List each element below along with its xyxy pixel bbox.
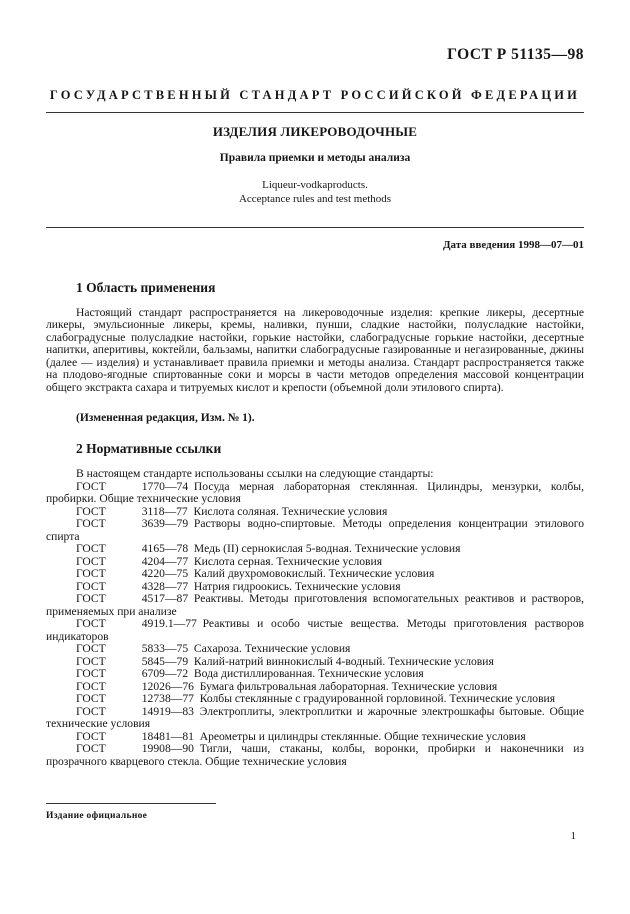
reference-standard-prefix: ГОСТ xyxy=(76,542,106,555)
reference-title: Электроплиты, электроплитки и жарочные электрошкафы бытовые. Общие технические условия xyxy=(46,704,584,730)
reference-standard-number: 12026—76 xyxy=(141,679,194,693)
reference-standard-prefix: ГОСТ xyxy=(76,729,106,743)
section-heading-references: 2 Нормативные ссылки xyxy=(76,441,222,456)
reference-item xyxy=(46,743,584,768)
reference-standard-prefix: ГОСТ xyxy=(76,517,106,530)
reference-standard-prefix: ГОСТ xyxy=(76,504,106,518)
reference-standard-prefix: ГОСТ xyxy=(76,742,106,755)
reference-title: Сахароза. Технические условия xyxy=(193,642,351,655)
reference-item xyxy=(46,706,584,731)
reference-standard-number: 3639—79 xyxy=(141,517,189,530)
references-lead: В настоящем стандарте использованы ссылки на следующие стандарты: xyxy=(76,467,434,480)
reference-standard-prefix: ГОСТ xyxy=(76,567,106,580)
reference-item xyxy=(46,618,584,643)
reference-item xyxy=(46,518,584,543)
reference-standard-number: 14919—83 xyxy=(141,704,194,718)
reference-title: Бумага фильтровальная лабораторная. Технические условия xyxy=(199,679,498,693)
reference-item xyxy=(46,481,584,506)
reference-standard-prefix: ГОСТ xyxy=(76,642,106,655)
footer-divider xyxy=(46,803,216,804)
reference-standard-prefix: ГОСТ xyxy=(76,579,106,593)
document-code: ГОСТ Р 51135—98 xyxy=(447,46,584,63)
edition-note: Издание официальное xyxy=(46,811,148,821)
reference-standard-number: 18481—81 xyxy=(141,729,194,743)
reference-standard-prefix: ГОСТ xyxy=(76,479,106,493)
reference-standard-prefix: ГОСТ xyxy=(76,679,106,693)
reference-title: Посуда мерная лабораторная стеклянная. Цилиндры, мензурки, колбы, пробирки. Общие технические условия xyxy=(46,479,584,505)
reference-standard-number: 4165—78 xyxy=(141,542,189,555)
scope-text: Настоящий стандарт распространяется на ликероводочные изделия: крепкие ликеры, десертные ликеры, эмульсионные ликеры, кремы, наливки, пунши, сладкие настойки, полусладкие настойки, слабоградусные полусладкие настойки, горькие настойки, слабоградусные горькие настойки, десертные напитки, аперитивы, коктейли, бальзамы, напитки слабоградусные газированные и негазированные, джины (далее — изделия) и устанавливает правила приемки и методы анализа. Стандарт распространяется также на плодово-ягодные спиртованные соки и морсы в части методов определения массовой концентрации общего экстракта сахара и титруемых кислот и крепости (объемной доли этилового спирта). xyxy=(46,306,584,394)
reference-standard-number: 1770—74 xyxy=(141,479,189,493)
introduction-date: Дата введения 1998—07—01 xyxy=(442,239,584,251)
reference-title: Вода дистиллированная. Технические условия xyxy=(193,667,424,680)
agency-title: ГОСУДАРСТВЕННЫЙ СТАНДАРТ РОССИЙСКОЙ ФЕДЕРАЦИИ xyxy=(49,88,581,102)
reference-standard-prefix: ГОСТ xyxy=(76,617,106,630)
reference-title: Реактивы. Методы приготовления вспомогательных реактивов и растворов, применяемых при анализе xyxy=(46,592,584,618)
page-number: 1 xyxy=(570,830,576,842)
reference-standard-prefix: ГОСТ xyxy=(76,704,106,718)
reference-standard-number: 4204—77 xyxy=(141,554,189,568)
reference-title: Калий двухромовокислый. Технические условия xyxy=(193,567,435,580)
english-title xyxy=(0,178,630,206)
reference-standard-number: 5833—75 xyxy=(141,642,189,655)
reference-item xyxy=(46,593,584,618)
reference-standard-number: 19908—90 xyxy=(141,742,194,755)
reference-standard-number: 6709—72 xyxy=(141,667,189,680)
section-heading-scope: 1 Область применения xyxy=(76,280,216,295)
scope-paragraph xyxy=(46,307,584,394)
reference-title: Растворы водно-спиртовые. Методы определения концентрации этилового спирта xyxy=(46,517,584,543)
reference-standard-number: 4517—87 xyxy=(141,592,189,605)
references-list xyxy=(46,468,584,768)
reference-standard-prefix: ГОСТ xyxy=(76,667,106,680)
reference-title: Тигли, чаши, стаканы, колбы, воронки, пробирки и наконечники из прозрачного кварцевого стекла. Общие технические условия xyxy=(46,742,584,768)
reference-standard-prefix: ГОСТ xyxy=(76,654,106,668)
references-items xyxy=(46,481,584,769)
amendment-note: (Измененная редакция, Изм. № 1). xyxy=(76,412,255,424)
reference-title: Реактивы и особо чистые вещества. Методы приготовления растворов индикаторов xyxy=(46,617,584,643)
reference-standard-number: 4220—75 xyxy=(141,567,189,580)
reference-standard-number: 12738—77 xyxy=(141,692,194,705)
reference-title: Колбы стеклянные с градуированной горловиной. Технические условия xyxy=(199,692,556,705)
reference-standard-number: 4328—77 xyxy=(141,579,189,593)
reference-standard-prefix: ГОСТ xyxy=(76,692,106,705)
title-divider xyxy=(46,227,584,228)
reference-title: Натрия гидроокись. Технические условия xyxy=(193,579,401,593)
reference-standard-prefix: ГОСТ xyxy=(76,554,106,568)
document-title: ИЗДЕЛИЯ ЛИКЕРОВОДОЧНЫЕ xyxy=(212,124,418,139)
reference-title: Ареометры и цилиндры стеклянные. Общие технические условия xyxy=(199,729,526,743)
reference-title: Кислота серная. Технические условия xyxy=(193,554,383,568)
reference-standard-number: 4919.1—77 xyxy=(141,617,197,630)
english-title-line-1: Liqueur-vodkaproducts. xyxy=(262,179,368,191)
reference-title: Кислота соляная. Технические условия xyxy=(193,504,388,518)
reference-title: Калий-натрий виннокислый 4-водный. Технические условия xyxy=(193,654,494,668)
document-subtitle: Правила приемки и методы анализа xyxy=(219,152,411,164)
reference-standard-prefix: ГОСТ xyxy=(76,592,106,605)
english-title-line-2: Acceptance rules and test methods xyxy=(238,193,392,205)
reference-title: Медь (II) сернокислая 5-водная. Технические условия xyxy=(193,542,461,555)
reference-standard-number: 5845—79 xyxy=(141,654,189,668)
reference-standard-number: 3118—77 xyxy=(141,504,188,518)
header-divider xyxy=(46,112,584,113)
